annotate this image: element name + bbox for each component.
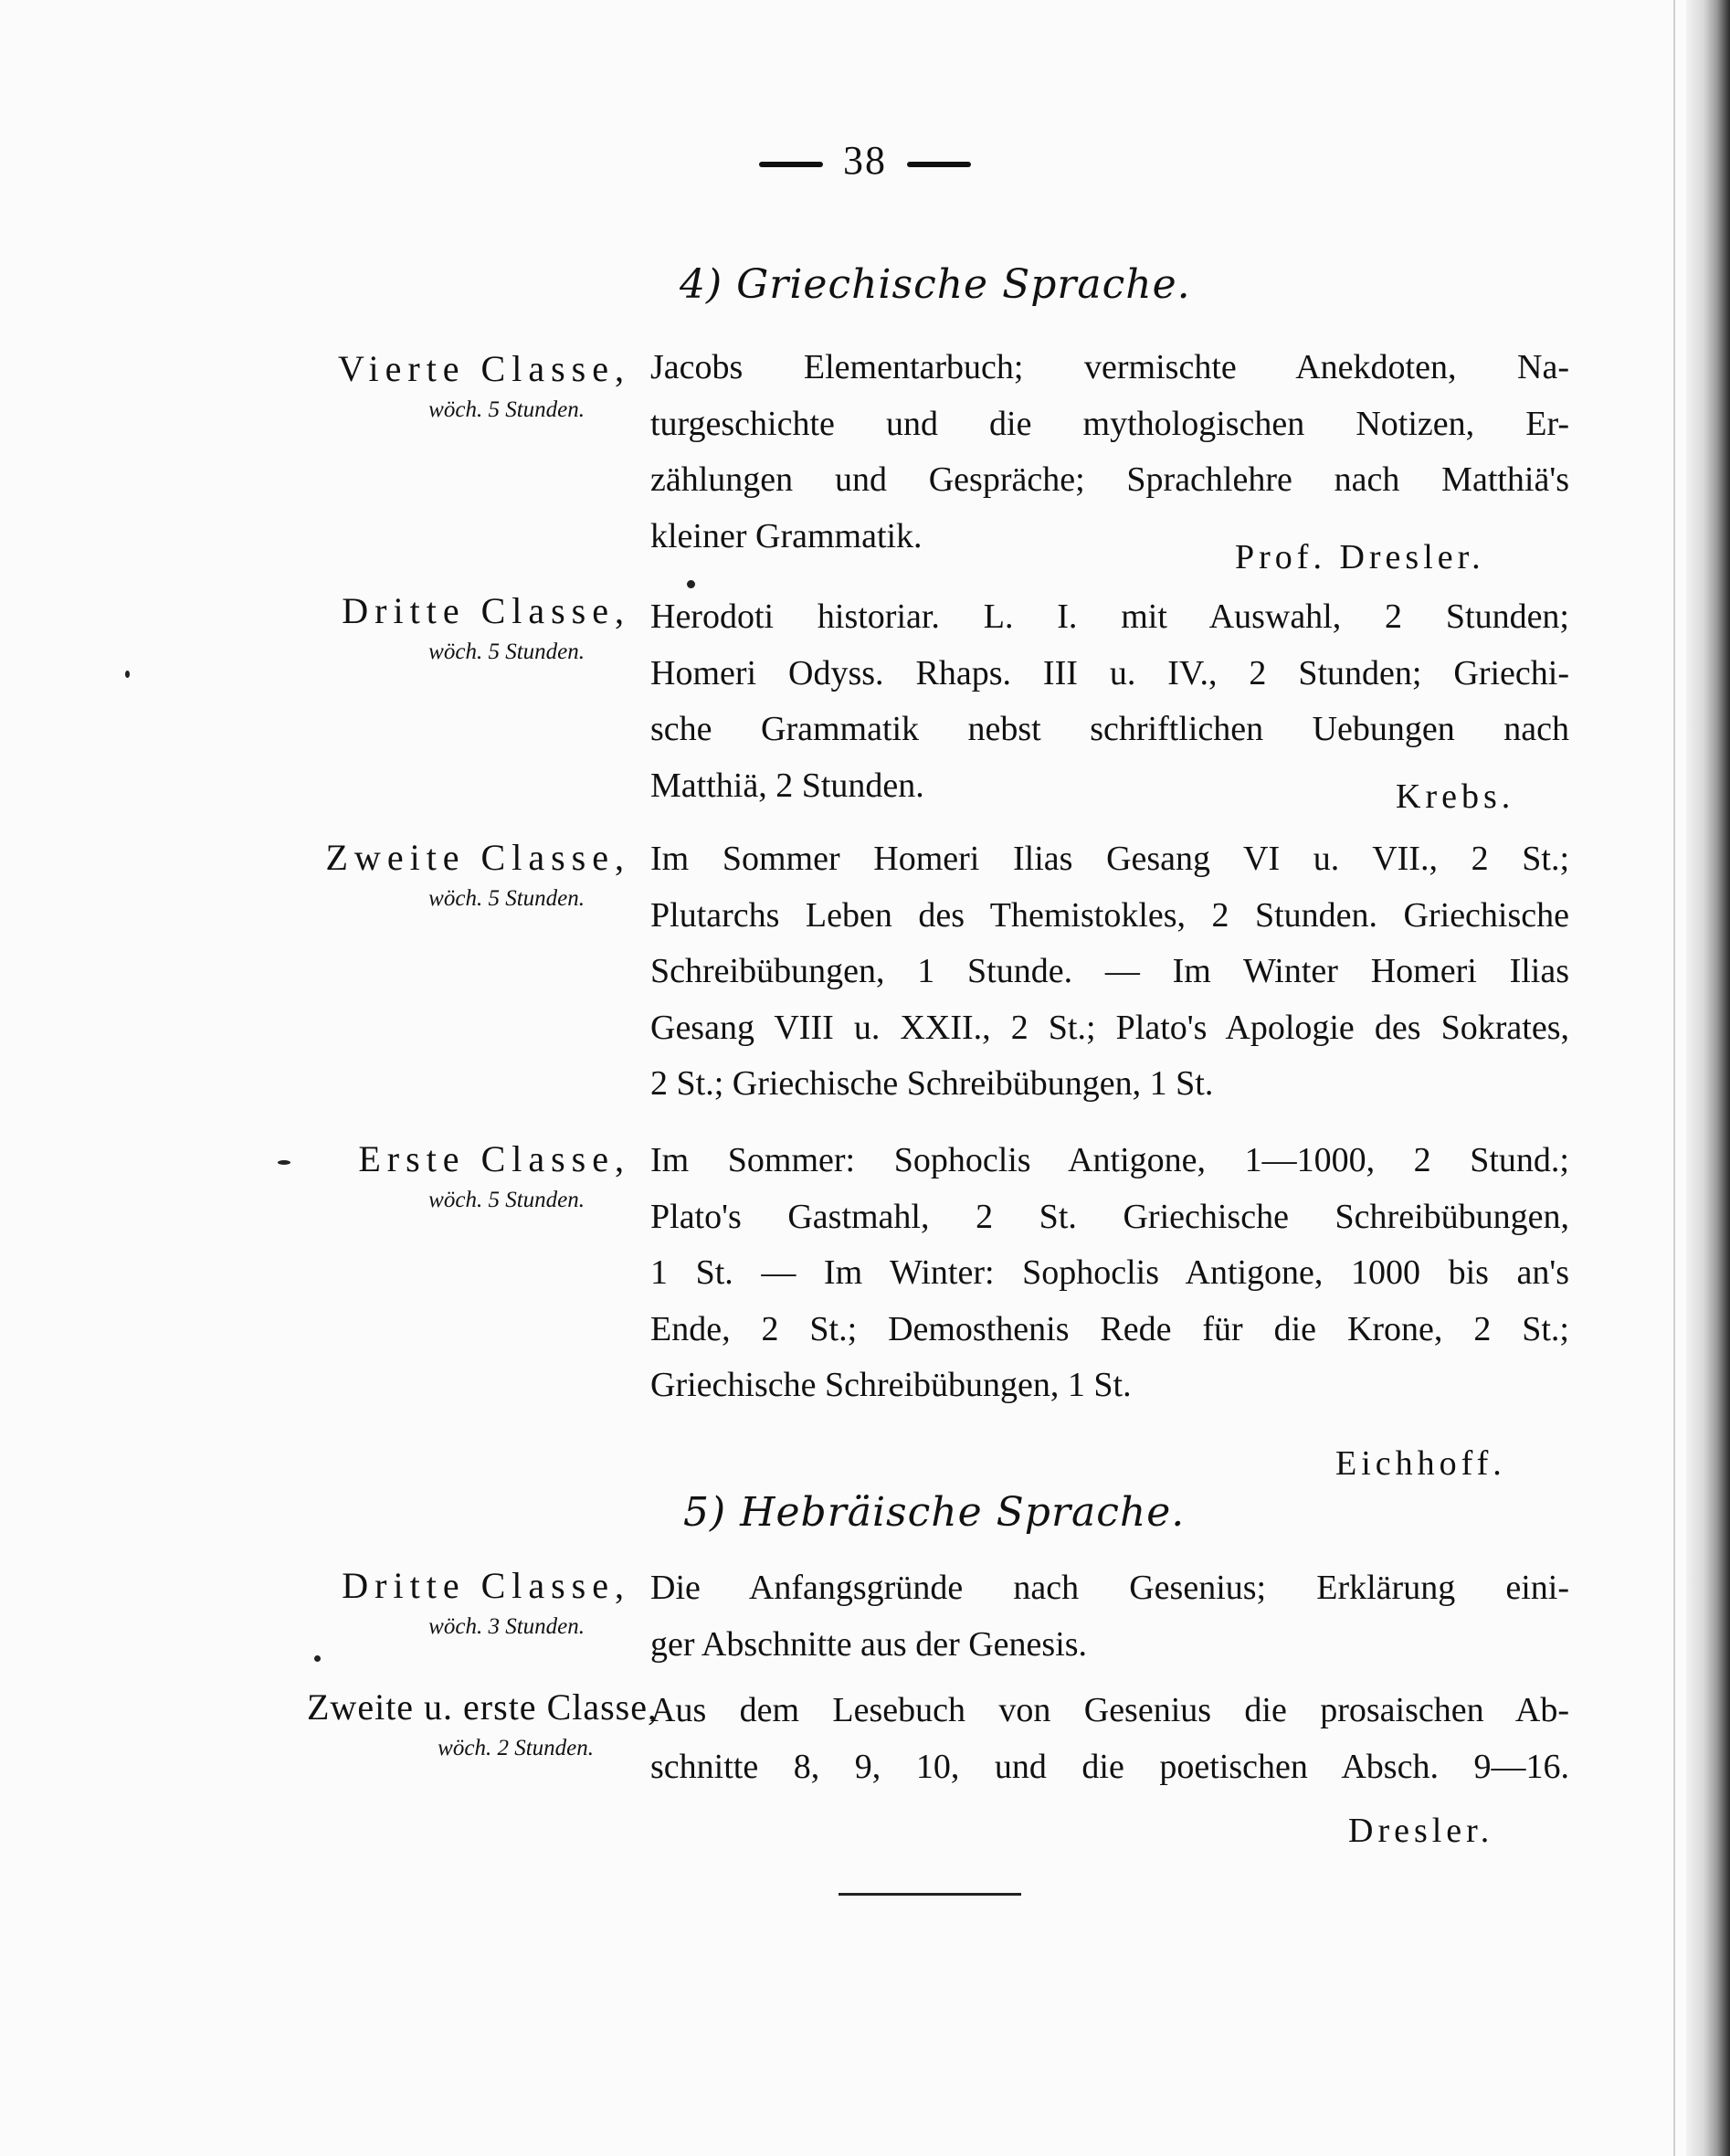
text-line: Gesang VIII u. XXII., 2 St.; Plato's Apologie des Sokrates, (650, 1008, 1569, 1047)
class-label-block (283, 836, 630, 912)
text-line: schnitte 8, 9, 10, und die poetischen Absch. 9—16. (650, 1747, 1569, 1786)
text-line: 2 St.; Griechische Schreibübungen, 1 St. (650, 1064, 1214, 1103)
text-line: zählungen und Gespräche; Sprachlehre nach Matthiä's (650, 460, 1569, 499)
class-name: Vierte Classe, (338, 348, 630, 389)
class-name: Zweite Classe, (325, 837, 630, 878)
text-line: kleiner Grammatik. (650, 516, 923, 555)
text-line: 1 St. — Im Winter: Sophoclis Antigone, 1000 bis an's (650, 1253, 1569, 1292)
class-label-block (283, 589, 630, 665)
class-name: Dritte Classe, (342, 590, 630, 631)
page-number-text: 38 (843, 138, 887, 183)
teacher-name: Dresler. (1348, 1812, 1494, 1850)
page-edge-shadow (1686, 0, 1730, 2156)
teacher-name: Prof. Dresler. (1235, 538, 1485, 576)
teacher-name: Eichhoff. (1335, 1444, 1506, 1483)
teacher-name: Krebs. (1396, 777, 1515, 816)
entry-text (650, 340, 1569, 565)
text-line: Herodoti historiar. L. I. mit Auswahl, 2 Stunden; (650, 597, 1569, 636)
entry-text (650, 1560, 1569, 1673)
page-number (0, 137, 1730, 184)
text-line: Plato's Gastmahl, 2 St. Griechische Schreibübungen, (650, 1197, 1569, 1236)
class-name: Erste Classe, (358, 1138, 630, 1179)
section-heading-greek: 4) Griechische Sprache. (680, 261, 1191, 308)
class-label-block (283, 1137, 630, 1213)
class-name: Dritte Classe, (342, 1565, 630, 1606)
text-line: Im Sommer: Sophoclis Antigone, 1—1000, 2 Stund.; (650, 1141, 1569, 1179)
text-line: Homeri Odyss. Rhaps. III u. IV., 2 Stunden; Griechi- (650, 653, 1569, 692)
text-line: Die Anfangsgründe nach Gesenius; Erklärung eini- (650, 1569, 1569, 1607)
text-line: Plutarchs Leben des Themistokles, 2 Stunden. Griechische (650, 895, 1569, 935)
text-line: sche Grammatik nebst schriftlichen Uebungen nach (650, 710, 1569, 748)
text-line: Jacobs Elementarbuch; vermischte Anekdoten, Na- (650, 348, 1569, 386)
class-hours: wöch. 5 Stunden. (428, 639, 585, 664)
class-hours: wöch. 2 Stunden. (438, 1736, 594, 1760)
text-line: ger Abschnitte aus der Genesis. (650, 1624, 1088, 1664)
class-hours: wöch. 5 Stunden. (428, 397, 585, 422)
ink-speck (278, 1160, 290, 1165)
page-number-right-dash (907, 162, 971, 167)
entry-text (650, 831, 1569, 1113)
text-line: Griechische Schreibübungen, 1 St. (650, 1366, 1132, 1404)
entry-text (650, 1133, 1569, 1414)
page-number-left-dash (759, 162, 823, 167)
class-label-block (283, 347, 630, 423)
page-gutter-line (1673, 0, 1675, 2156)
text-line: Im Sommer Homeri Ilias Gesang VI u. VII., 2 St.; (650, 840, 1569, 878)
entry-text (650, 1683, 1569, 1795)
text-line: Matthiä, 2 Stunden. (650, 766, 924, 805)
ink-speck (125, 671, 130, 678)
class-name: Zweite u. erste Classe, (307, 1686, 658, 1728)
closing-rule (839, 1893, 1021, 1896)
class-hours: wöch. 3 Stunden. (428, 1614, 585, 1639)
section-heading-hebrew: 5) Hebräische Sprache. (683, 1489, 1186, 1536)
class-label-block (274, 1686, 658, 1761)
ink-speck (687, 580, 695, 588)
text-line: Ende, 2 St.; Demosthenis Rede für die Krone, 2 St.; (650, 1309, 1569, 1348)
ink-speck (314, 1655, 321, 1662)
text-line: Aus dem Lesebuch von Gesenius die prosaischen Ab- (650, 1691, 1569, 1729)
class-hours: wöch. 5 Stunden. (428, 1188, 585, 1212)
text-line: Schreibübungen, 1 Stunde. — Im Winter Homeri Ilias (650, 952, 1569, 990)
class-label-block (283, 1564, 630, 1640)
text-line: turgeschichte und die mythologischen Notizen, Er- (650, 404, 1569, 443)
class-hours: wöch. 5 Stunden. (428, 886, 585, 911)
